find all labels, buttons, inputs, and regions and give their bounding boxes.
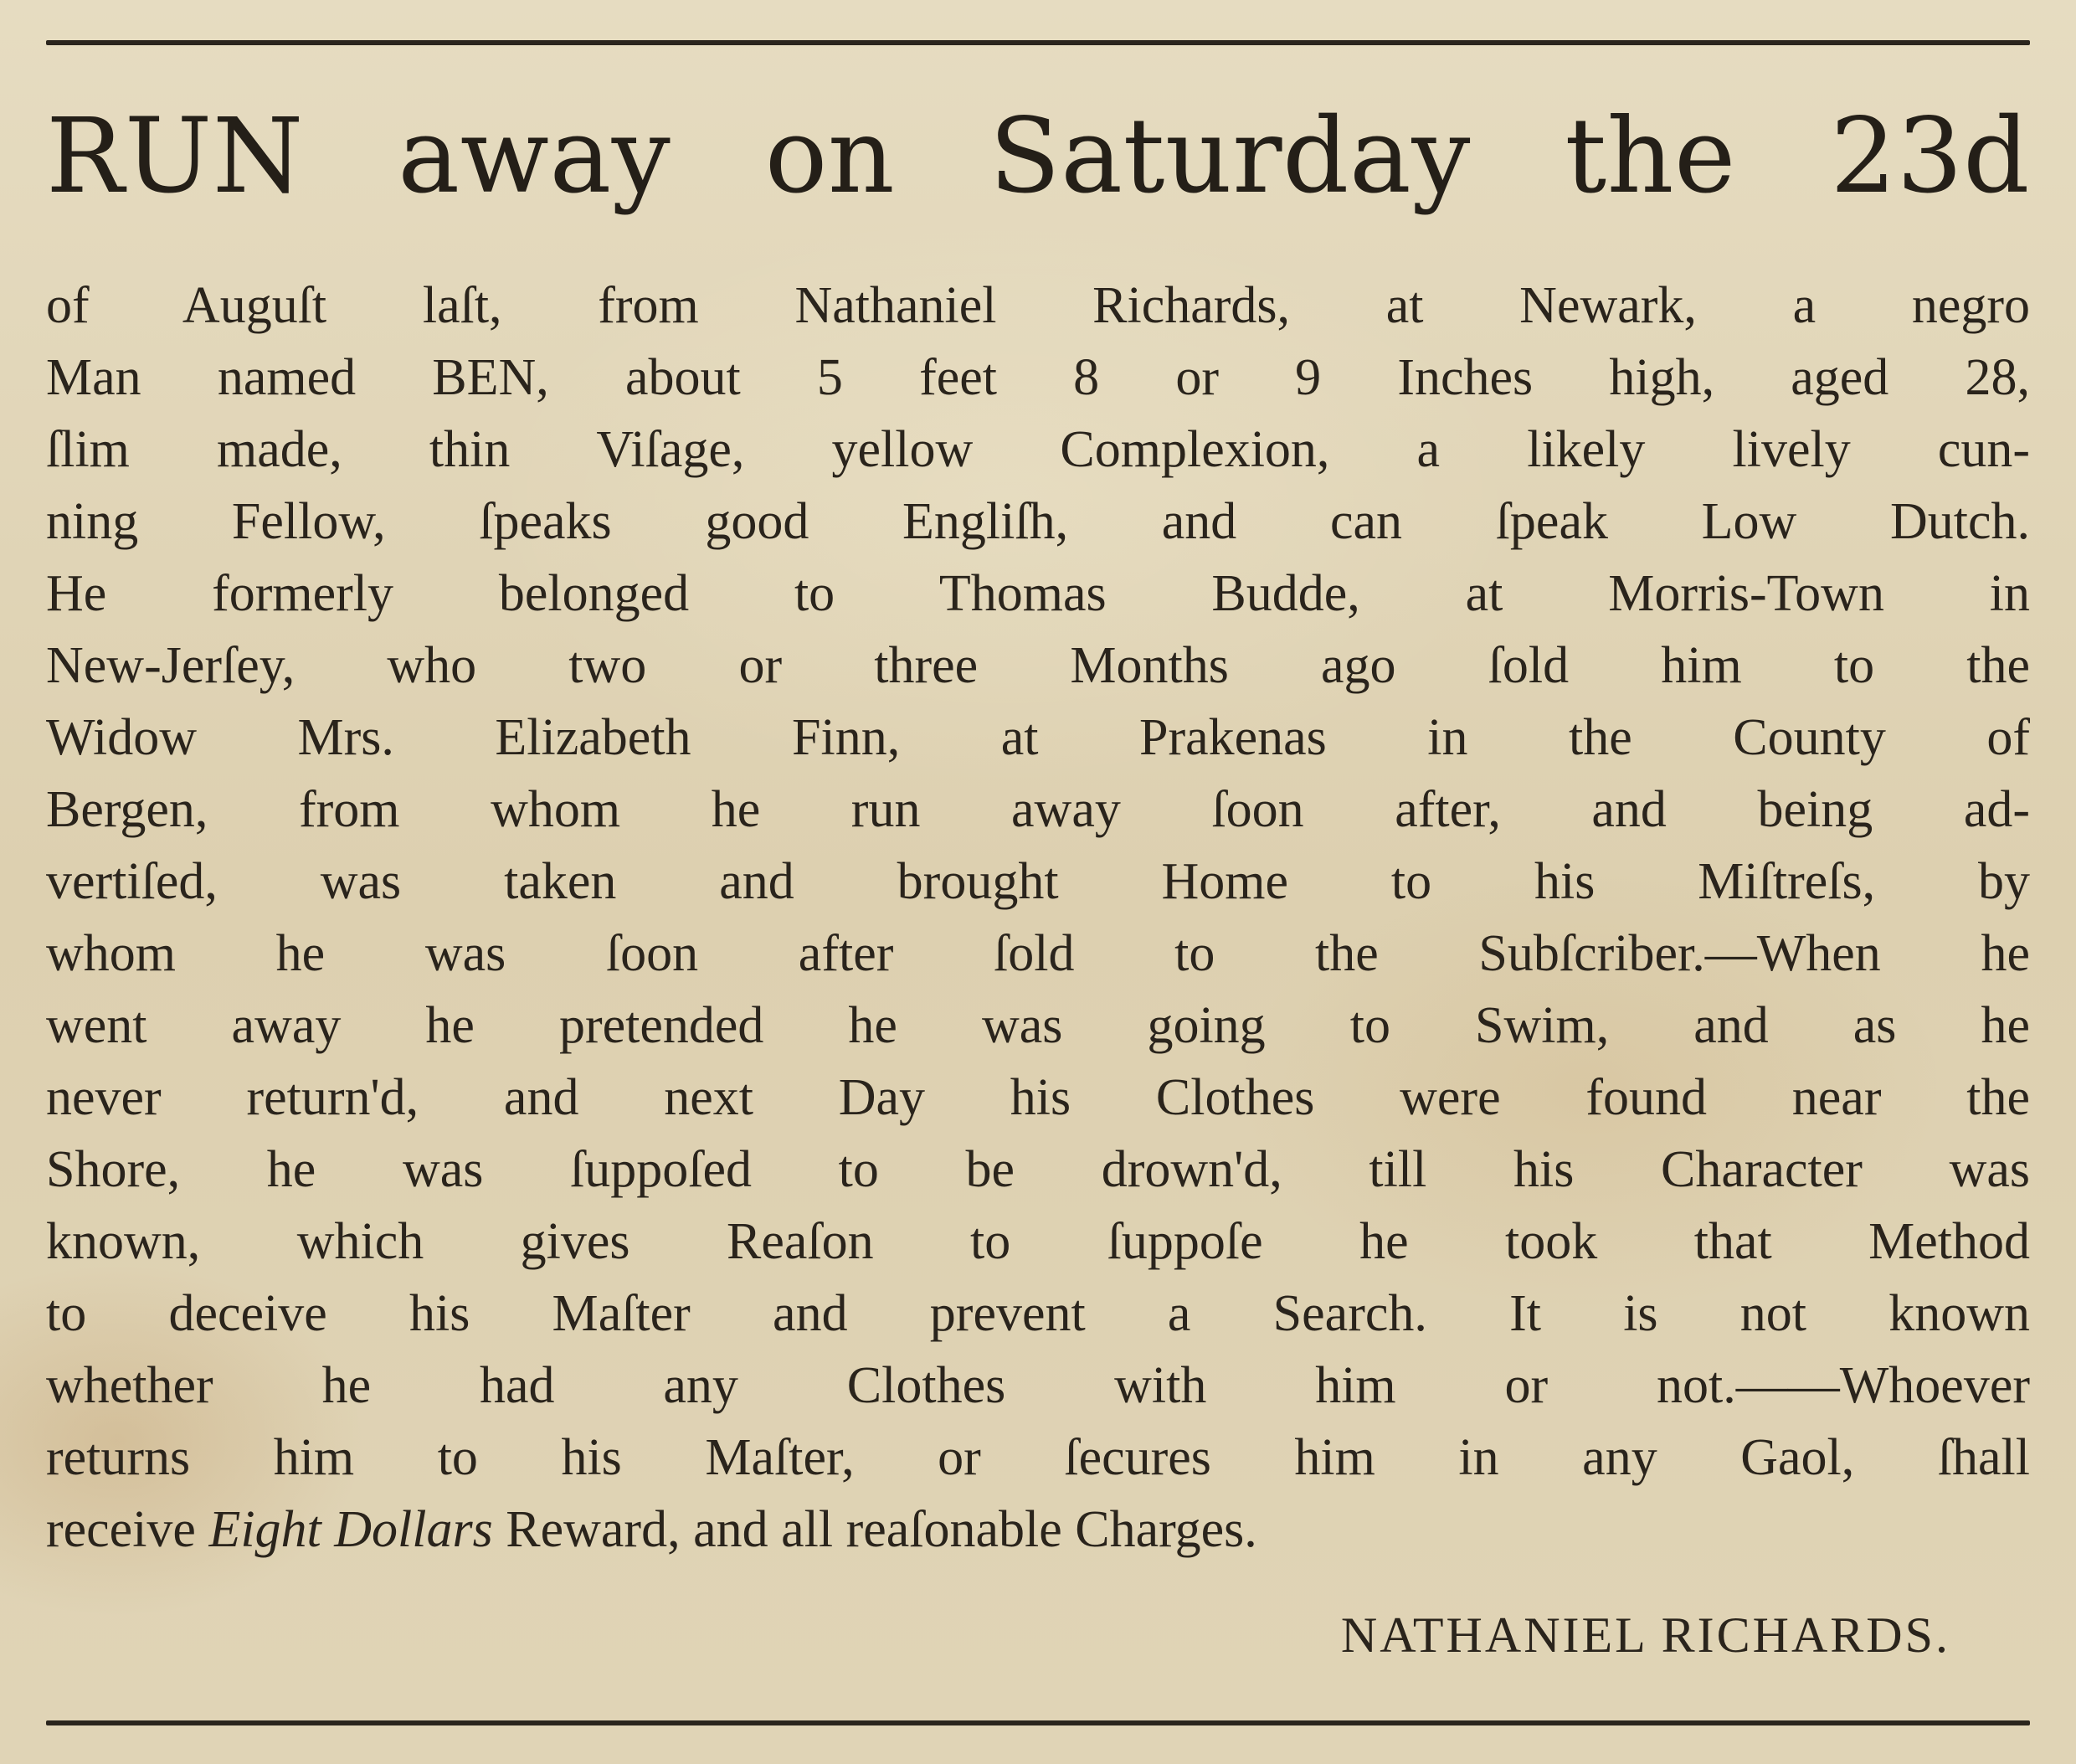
body-line: to deceive his Maſter and prevent a Search. It is not known (46, 1285, 2030, 1342)
body-line: whom he was ſoon after ſold to the Subſcriber.—When he (46, 925, 2030, 982)
body-line: New-Jerſey, who two or three Months ago ſold him to the (46, 637, 2030, 694)
body-line: known, which gives Reaſon to ſuppoſe he took that Method (46, 1213, 2030, 1270)
body-line: went away he pretended he was going to Swim, and as he (46, 997, 2030, 1054)
body-line: ſlim made, thin Viſage, yellow Complexion, a likely lively cun- (46, 421, 2030, 478)
body-line: He formerly belonged to Thomas Budde, at Morris-Town in (46, 565, 2030, 622)
body-line: Bergen, from whom he run away ſoon after, and being ad- (46, 781, 2030, 838)
body-line: Widow Mrs. Elizabeth Finn, at Prakenas in the County of (46, 709, 2030, 766)
reward-line-start: receive (46, 1501, 209, 1558)
body-line: vertiſed, was taken and brought Home to his Miſtreſs, by (46, 853, 2030, 910)
body-line: never return'd, and next Day his Clothes were found near the (46, 1069, 2030, 1126)
reward-line-end: Reward, and all reaſonable Charges. (492, 1501, 1257, 1558)
reward-amount: Eight Dollars (208, 1501, 493, 1558)
body-line: ning Fellow, ſpeaks good Engliſh, and can ſpeak Low Dutch. (46, 493, 2030, 550)
body-line: of Auguſt laſt, from Nathaniel Richards, at Newark, a negro (46, 277, 2030, 334)
signature: NATHANIEL RICHARDS. (1340, 1607, 1950, 1663)
reward-line (46, 1494, 1955, 1566)
body-line: Shore, he was ſuppoſed to be drown'd, till his Character was (46, 1141, 2030, 1198)
advertisement-body (46, 270, 2030, 1566)
body-line: returns him to his Maſter, or ſecures him in any Gaol, ſhall (46, 1429, 2030, 1486)
body-line: Man named BEN, about 5 feet 8 or 9 Inches high, aged 28, (46, 349, 2030, 406)
top-rule (46, 40, 2030, 45)
bottom-rule (46, 1720, 2030, 1725)
body-line: whether he had any Clothes with him or not.——Whoever (46, 1357, 2030, 1414)
headline: RUN away on Saturday the 23d (46, 96, 2030, 217)
